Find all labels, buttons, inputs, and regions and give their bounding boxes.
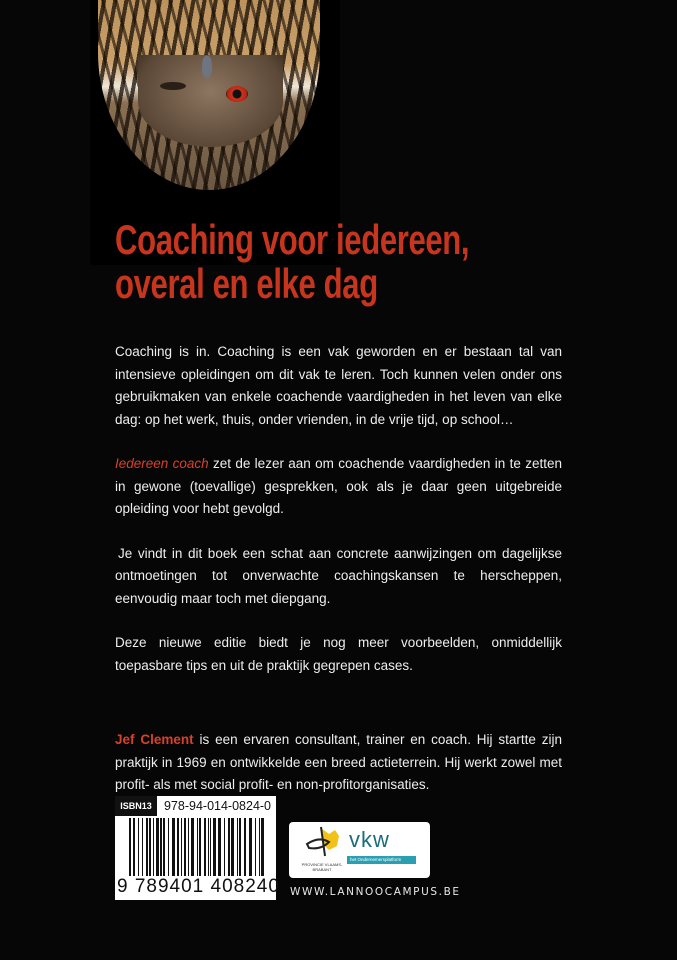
barcode-bar (146, 818, 148, 876)
barcode-bar (129, 818, 131, 876)
isbn-label: ISBN13 (115, 796, 157, 816)
blurb-paragraph-2-text: zet de lezer aan om coachende vaardigheden in te zetten in gewone (toevallige) gesprekken, ook als je daar geen uitgebreide opleiding voor hebt gevolgd. (115, 456, 562, 516)
barcode-bar (181, 818, 182, 876)
owl-eye-open (226, 86, 248, 102)
barcode-bar (188, 818, 189, 876)
barcode-bar (231, 818, 234, 876)
barcode-bars (119, 818, 271, 876)
barcode-bar (244, 818, 246, 876)
barcode-bar (249, 818, 252, 876)
barcode-bar (177, 818, 179, 876)
province-logo-icon (299, 826, 349, 860)
owl-eye-closed (160, 82, 186, 90)
blurb-paragraph-2 (115, 453, 562, 521)
blurb-paragraph-1: Coaching is in. Coaching is een vak geworden en er bestaan tal van intensieve opleidingen om dit vak te leren. Toch kunnen velen onder ons gebruikmaken van enkele coachende vaardigheden in het leven van elke dag: op het werk, thuis, onder vrienden, in de vrije tijd, op school… (115, 344, 562, 427)
barcode-bar (191, 818, 194, 876)
barcode-bar (138, 818, 139, 876)
barcode-bar (153, 818, 154, 876)
blurb (115, 341, 562, 819)
barcode-bar (210, 818, 211, 876)
barcode-bar (218, 818, 221, 876)
barcode-bar (239, 818, 241, 876)
isbn-barcode (115, 796, 280, 900)
cover-title (115, 218, 469, 306)
vkw-logo: vkw (349, 827, 390, 852)
barcode-bar (204, 818, 206, 876)
barcode-bar (197, 818, 198, 876)
blurb-paragraph-4: Deze nieuwe editie biedt je nog meer voorbeelden, onmiddellijk toepasbare tips en uit de praktijk gegrepen cases. (115, 635, 562, 673)
barcode-bar (228, 818, 230, 876)
barcode-bar (208, 818, 209, 876)
author-bio-text: is een ervaren consultant, trainer en coach. Hij startte zijn praktijk in 1969 en ontwikkelde een breed actieterrein. Hij werkt zowel met profit- als met social profit- en non-profitorganisaties. (115, 732, 562, 792)
publisher-website[interactable]: WWW.LANNOOCAMPUS.BE (290, 886, 461, 898)
isbn-number: 978-94-014-0824-0 (163, 799, 272, 813)
barcode-bar (255, 818, 256, 876)
barcode-bar (213, 818, 216, 876)
owl-beak (202, 56, 212, 78)
barcode-bar (261, 818, 264, 876)
barcode-bar (172, 818, 175, 876)
barcode-bar (160, 818, 162, 876)
province-logo-text: PROVINCIE VLAAMS-BRABANT (301, 862, 343, 872)
barcode-bar (163, 818, 165, 876)
barcode-digits: 9 789401 408240 (117, 876, 280, 897)
barcode-bar (168, 818, 169, 876)
author-name: Jef Clement (115, 732, 194, 747)
author-bio (115, 729, 562, 797)
sponsor-logos (289, 822, 430, 878)
book-title-highlight: Iedereen coach (115, 456, 209, 471)
barcode-bar (199, 818, 201, 876)
blurb-paragraph-3: Je vindt in dit boek een schat aan concrete aanwijzingen om dagelijkse ontmoetingen tot onverwachte coachingskansen te herscheppen, eenvoudig maar toch met diepgang. (115, 545, 562, 606)
barcode-bar (259, 818, 260, 876)
barcode-bar (149, 818, 151, 876)
title-line-2: overal en elke dag (115, 260, 378, 307)
barcode-bar (184, 818, 186, 876)
barcode-bar (237, 818, 238, 876)
barcode-bar (133, 818, 135, 876)
barcode-bar (224, 818, 225, 876)
barcode-bar (156, 818, 159, 876)
vkw-subtitle: het Ondernemersplatform (347, 856, 416, 864)
barcode-bar (142, 818, 143, 876)
owl-image (98, 0, 320, 190)
title-line-1: Coaching voor iedereen, (115, 216, 470, 263)
